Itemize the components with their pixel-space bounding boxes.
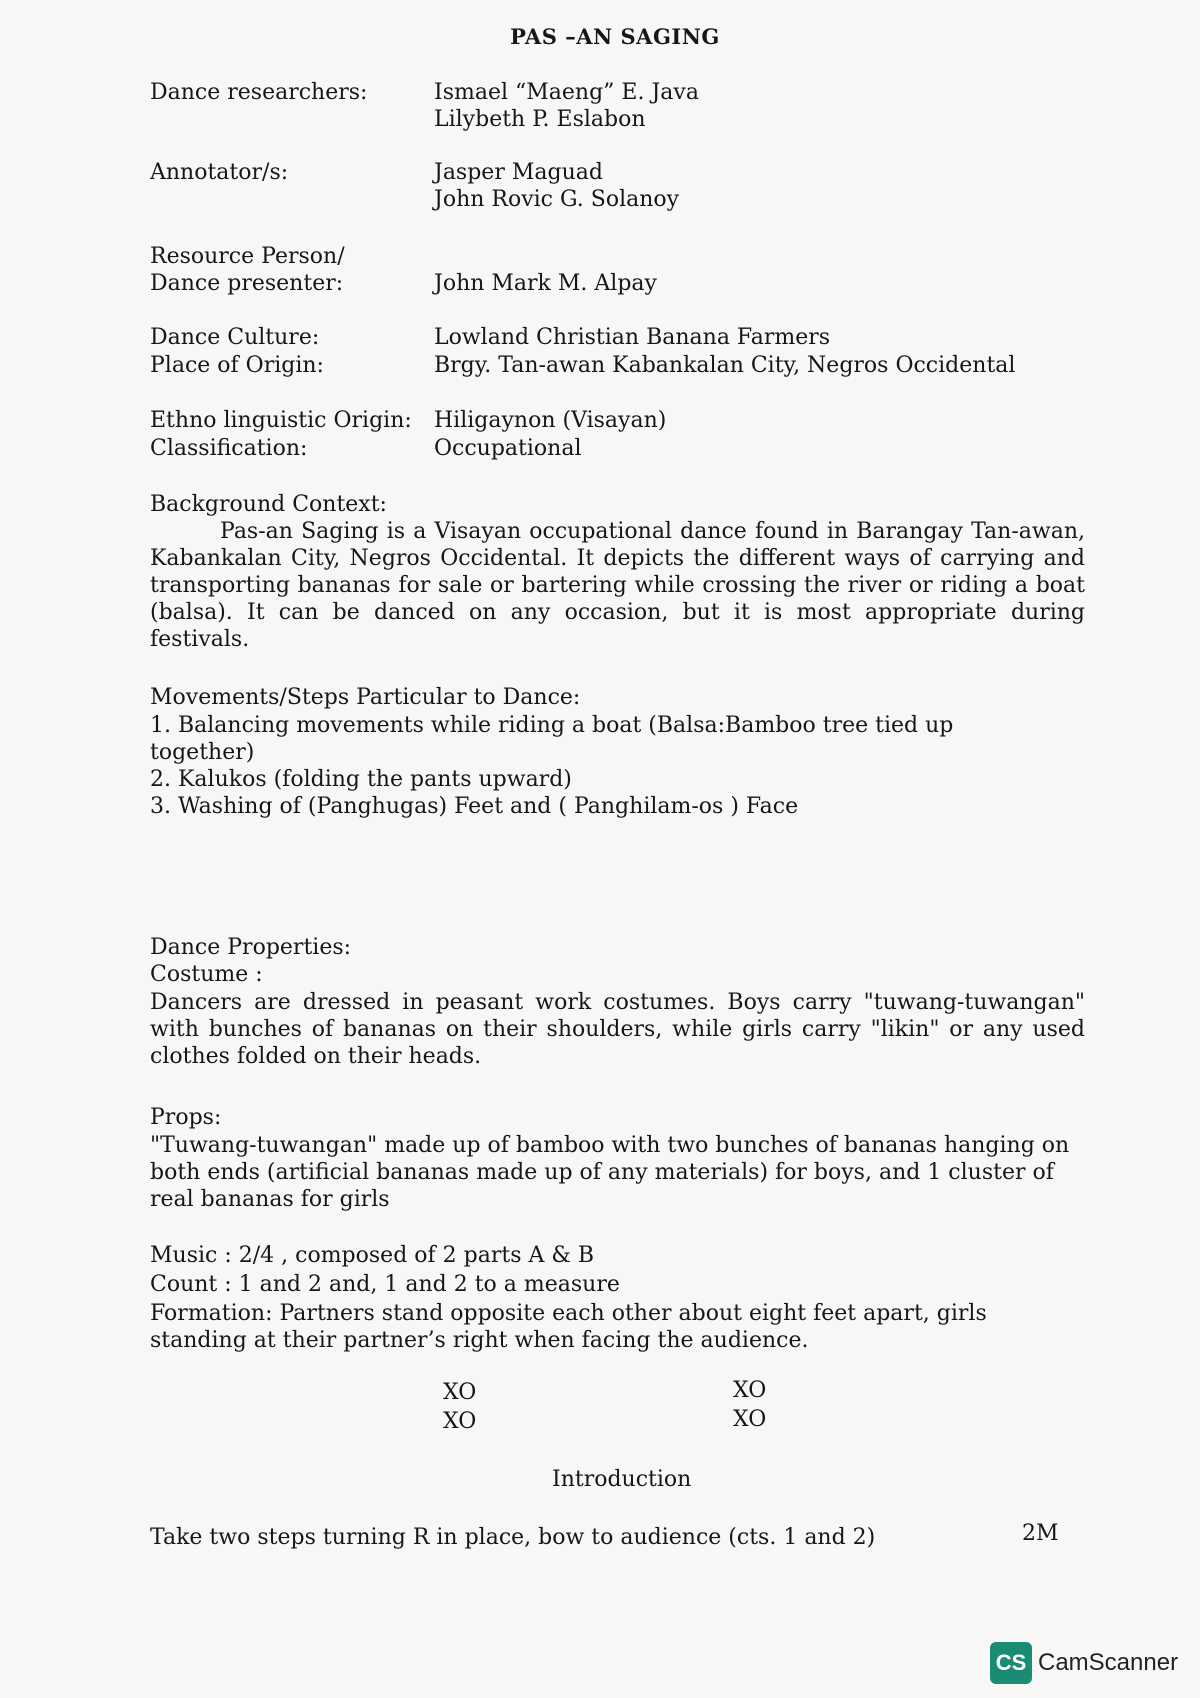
label-annotators: Annotator/s: [150, 160, 289, 185]
formation-mark: XO [733, 1407, 767, 1432]
value-annotator-2: John Rovic G. Solanoy [434, 187, 680, 212]
value-dance-presenter: John Mark M. Alpay [434, 271, 657, 296]
label-dance-presenter: Dance presenter: [150, 271, 344, 296]
props-text: "Tuwang-tuwangan" made up of bamboo with two bunches of bananas hanging on both ends (artificial bananas made up of any materials) for boys, and 1 cluster of real bananas for girls [150, 1133, 1070, 1212]
costume-text: Dancers are dressed in peasant work costumes. Boys carry "tuwang-tuwangan" with bunches of bananas on their shoulders, while girls carry "likin" or any used clothes folded on their heads. [150, 990, 1085, 1069]
label-dance-researchers: Dance researchers: [150, 80, 368, 105]
value-researcher-1: Ismael “Maeng” E. Java [434, 80, 699, 105]
movement-item-2: 2. Kalukos (folding the pants upward) [150, 767, 572, 792]
movement-item-1: 1. Balancing movements while riding a boat (Balsa:Bamboo tree tied up together) [150, 713, 954, 765]
label-dance-culture: Dance Culture: [150, 325, 320, 350]
properties-heading: Dance Properties: [150, 935, 352, 960]
props-heading: Props: [150, 1105, 222, 1130]
value-dance-culture: Lowland Christian Banana Farmers [434, 325, 831, 350]
background-text: Pas-an Saging is a Visayan occupational dance found in Barangay Tan-awan, Kabankalan City, Negros Occidental. It depicts the different ways of carrying and transporting bananas for sale or bartering while crossing the river or riding a boat (balsa). It can be danced on any occasion, but it is most appropriate during festivals. [150, 519, 1085, 652]
background-heading: Background Context: [150, 492, 387, 517]
count-line: Count : 1 and 2 and, 1 and 2 to a measure [150, 1272, 620, 1297]
label-place-of-origin: Place of Origin: [150, 353, 324, 378]
value-annotator-1: Jasper Maguad [434, 160, 603, 185]
camscanner-icon: CS [990, 1642, 1032, 1684]
value-classification: Occupational [434, 436, 582, 461]
camscanner-text: CamScanner [1038, 1649, 1179, 1676]
formation-mark: XO [733, 1378, 767, 1403]
value-ethno-linguistic-origin: Hiligaynon (Visayan) [434, 408, 667, 433]
label-ethno-linguistic-origin: Ethno linguistic Origin: [150, 408, 412, 433]
costume-heading: Costume : [150, 962, 263, 987]
movement-item-3: 3. Washing of (Panghugas) Feet and ( Panghilam-os ) Face [150, 794, 799, 819]
introduction-measure: 2M [1022, 1521, 1059, 1546]
formation-text: Formation: Partners stand opposite each other about eight feet apart, girls standing at their partner’s right when facing the audience. [150, 1301, 987, 1353]
value-place-of-origin: Brgy. Tan-awan Kabankalan City, Negros Occidental [434, 353, 1016, 378]
music-line: Music : 2/4 , composed of 2 parts A & B [150, 1243, 595, 1268]
formation-mark: XO [443, 1380, 477, 1405]
introduction-step: Take two steps turning R in place, bow to audience (cts. 1 and 2) [150, 1525, 876, 1550]
label-classification: Classification: [150, 436, 308, 461]
introduction-heading: Introduction [552, 1467, 692, 1492]
camscanner-watermark [990, 1642, 1178, 1684]
document-title: PAS –AN SAGING [510, 24, 720, 49]
formation-mark: XO [443, 1409, 477, 1434]
label-resource-person: Resource Person/ [150, 244, 345, 269]
value-researcher-2: Lilybeth P. Eslabon [434, 107, 646, 132]
movements-heading: Movements/Steps Particular to Dance: [150, 685, 581, 710]
